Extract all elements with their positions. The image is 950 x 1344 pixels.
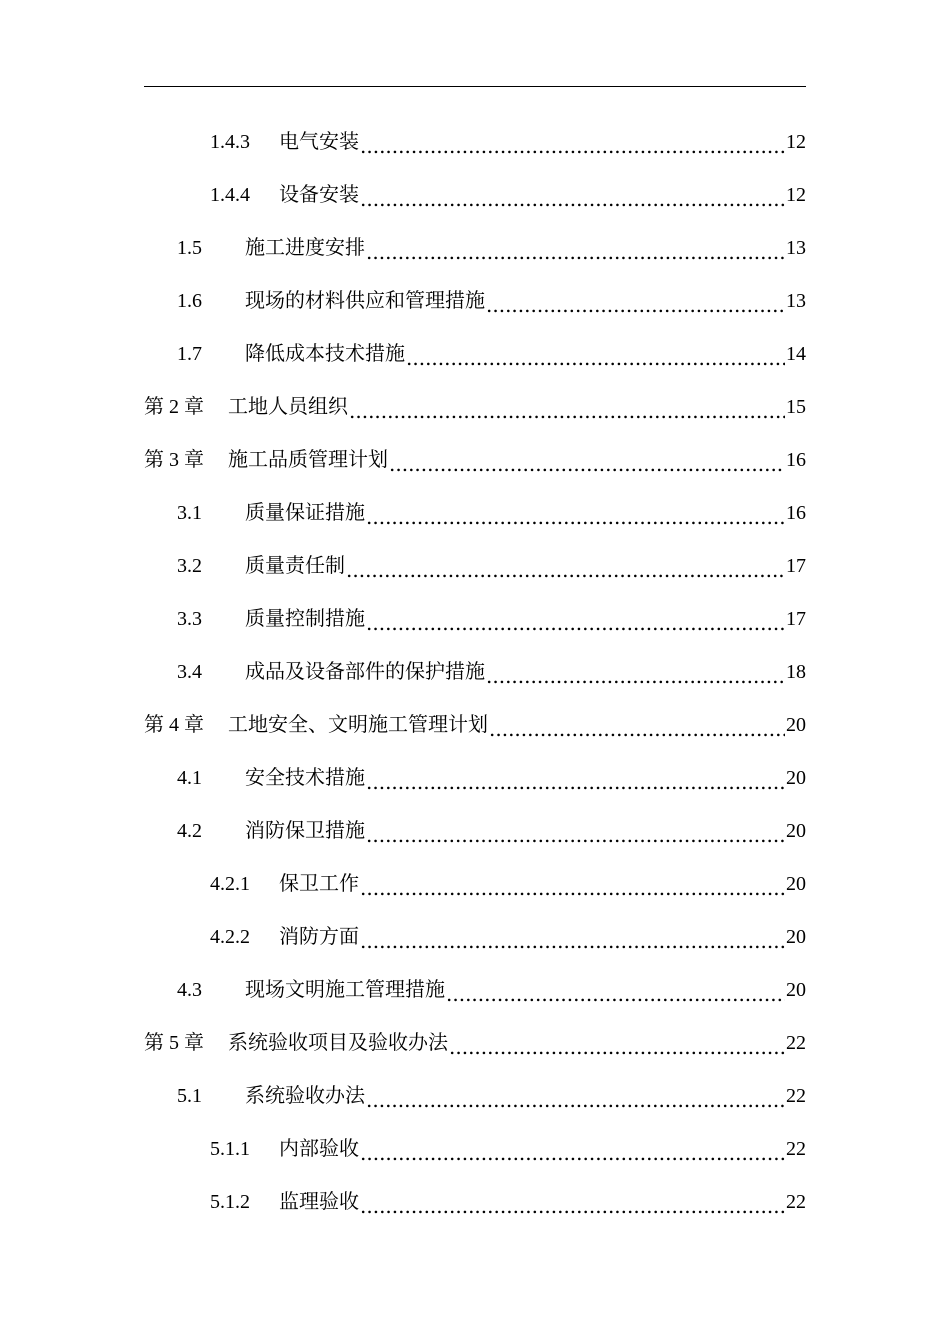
dot-leader [366,752,785,805]
toc-entry-number: 第 5 章 [144,1032,204,1054]
toc-entry-title: 质量保证措施 [245,502,365,524]
toc-entry-page: 22 [786,1032,806,1054]
toc-entry-number: 第 4 章 [144,714,204,736]
toc-entry-title: 质量责任制 [245,555,345,577]
dot-leader [366,593,785,646]
toc-entry[interactable] [210,911,806,964]
dot-leader [489,699,785,752]
toc-entry-number: 3.4 [177,661,202,683]
toc-entry-title: 消防方面 [279,926,359,948]
toc-entry-page: 20 [786,873,806,895]
toc-entry-page: 13 [786,290,806,312]
toc-entry-page: 15 [786,396,806,418]
toc-entry-title: 现场文明施工管理措施 [245,979,445,1001]
toc-entry-title: 保卫工作 [279,873,359,895]
toc-entry-page: 16 [786,502,806,524]
toc-entry-title: 电气安装 [279,131,359,153]
toc-entry[interactable] [177,1070,806,1123]
toc-entry-title: 质量控制措施 [245,608,365,630]
toc-entry[interactable] [210,1123,806,1176]
toc-entry[interactable] [144,381,806,434]
dot-leader [360,116,785,169]
dot-leader [366,1070,785,1123]
toc-entry-number: 1.6 [177,290,202,312]
toc-entry[interactable] [210,858,806,911]
toc-entry-number: 第 2 章 [144,396,204,418]
dot-leader [360,1123,785,1176]
toc-entry-number: 5.1 [177,1085,202,1107]
toc-entry-page: 22 [786,1138,806,1160]
toc-entry-page: 20 [786,926,806,948]
toc-entry[interactable] [177,964,806,1017]
toc-entry-number: 1.5 [177,237,202,259]
toc-entry-page: 20 [786,979,806,1001]
toc-entry-page: 17 [786,555,806,577]
toc-entry-number: 4.1 [177,767,202,789]
toc-entry[interactable] [177,593,806,646]
toc-entry-page: 16 [786,449,806,471]
toc-entry[interactable] [144,1017,806,1070]
toc-entry-page: 14 [786,343,806,365]
toc-entry-title: 系统验收办法 [245,1085,365,1107]
dot-leader [360,1176,785,1229]
dot-leader [389,434,785,487]
toc-entry[interactable] [177,540,806,593]
toc-entry[interactable] [177,222,806,275]
toc-entry[interactable] [144,434,806,487]
toc-entry-number: 4.2.2 [210,926,250,948]
toc-entry-number: 4.2.1 [210,873,250,895]
toc-entry-page: 22 [786,1191,806,1213]
toc-entry-title: 安全技术措施 [245,767,365,789]
toc-entry-title: 现场的材料供应和管理措施 [245,290,485,312]
toc-entry-number: 4.3 [177,979,202,1001]
toc-entry-title: 监理验收 [279,1191,359,1213]
toc-entry[interactable] [210,1176,806,1229]
dot-leader [366,487,785,540]
toc-entry[interactable] [177,328,806,381]
toc-entry-page: 18 [786,661,806,683]
dot-leader [346,540,785,593]
toc-entry[interactable] [210,169,806,222]
toc-entry[interactable] [177,487,806,540]
toc-entry-number: 1.4.4 [210,184,250,206]
dot-leader [446,964,785,1017]
toc-entry-page: 13 [786,237,806,259]
dot-leader [349,381,785,434]
toc-entry-title: 降低成本技术措施 [245,343,405,365]
toc-entry-page: 20 [786,714,806,736]
toc-entry-title: 施工品质管理计划 [228,449,388,471]
dot-leader [360,911,785,964]
toc-entry-page: 12 [786,184,806,206]
toc-entry-number: 第 3 章 [144,449,204,471]
toc-entry-number: 1.7 [177,343,202,365]
toc-entry[interactable] [210,116,806,169]
toc-entry-page: 12 [786,131,806,153]
toc-entry[interactable] [177,646,806,699]
toc-entry-page: 17 [786,608,806,630]
toc-entry-title: 工地安全、文明施工管理计划 [228,714,488,736]
toc-entry-number: 1.4.3 [210,131,250,153]
dot-leader [486,646,785,699]
toc-entry-number: 3.3 [177,608,202,630]
toc-entry[interactable] [144,699,806,752]
toc-entry[interactable] [177,275,806,328]
toc-entry-page: 20 [786,820,806,842]
dot-leader [366,222,785,275]
toc-entry-title: 设备安装 [279,184,359,206]
toc-entry-number: 5.1.2 [210,1191,250,1213]
toc-entry[interactable] [177,805,806,858]
toc-entry-title: 施工进度安排 [245,237,365,259]
header-rule [144,86,806,87]
toc-entry-page: 22 [786,1085,806,1107]
toc-entry-number: 5.1.1 [210,1138,250,1160]
dot-leader [486,275,785,328]
toc-entry-title: 系统验收项目及验收办法 [228,1032,448,1054]
toc-entry-title: 工地人员组织 [228,396,348,418]
toc-entry-page: 20 [786,767,806,789]
toc-entry-title: 消防保卫措施 [245,820,365,842]
toc-entry-number: 3.1 [177,502,202,524]
dot-leader [449,1017,785,1070]
toc-entry-title: 内部验收 [279,1138,359,1160]
dot-leader [360,858,785,911]
dot-leader [360,169,785,222]
toc-entry-number: 3.2 [177,555,202,577]
toc-entry-title: 成品及设备部件的保护措施 [245,661,485,683]
toc-entry[interactable] [177,752,806,805]
toc-entry-number: 4.2 [177,820,202,842]
dot-leader [406,328,785,381]
dot-leader [366,805,785,858]
